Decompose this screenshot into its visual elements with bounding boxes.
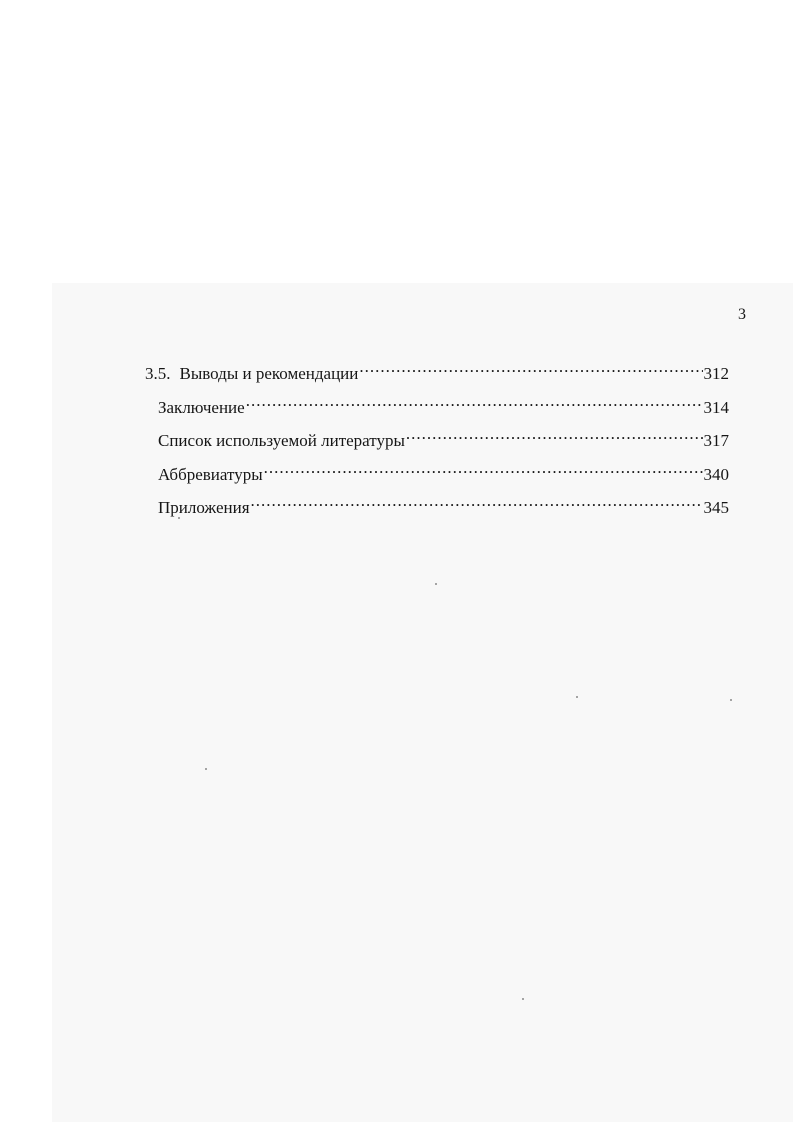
toc-entry-title: Заключение — [158, 397, 245, 417]
dot-leader — [245, 389, 703, 413]
scan-speck — [205, 768, 207, 770]
dot-leader — [405, 422, 703, 446]
toc-entry-final-remarks — [145, 389, 729, 423]
toc-entry-title: Выводы и рекомендации — [179, 364, 359, 383]
toc-entry-page: 345 — [703, 498, 729, 517]
scan-speck — [435, 583, 437, 585]
scan-speck — [576, 696, 578, 698]
toc-entry-number: 3.5. — [145, 364, 171, 383]
toc-entry-title: Приложения — [158, 498, 250, 517]
toc-entry-page: 317 — [703, 431, 729, 450]
toc-entry-appendices — [145, 489, 729, 523]
dot-leader — [250, 489, 703, 513]
toc-entry-page: 340 — [703, 464, 729, 484]
scan-speck — [522, 998, 524, 1000]
table-of-contents — [145, 355, 729, 523]
scan-speck — [178, 517, 180, 519]
toc-entry-abbreviations — [145, 456, 729, 490]
toc-entry-references — [145, 422, 729, 456]
toc-entry-title: Список используемой литературы — [158, 431, 405, 450]
toc-entry-page: 314 — [703, 397, 729, 417]
dot-leader — [358, 355, 702, 379]
page-number: 3 — [738, 306, 746, 323]
scan-speck — [730, 699, 732, 701]
toc-entry-title: Аббревиатуры — [158, 464, 263, 484]
dot-leader — [263, 456, 703, 480]
toc-entry-page: 312 — [703, 364, 729, 383]
toc-entry-conclusions — [145, 355, 729, 389]
